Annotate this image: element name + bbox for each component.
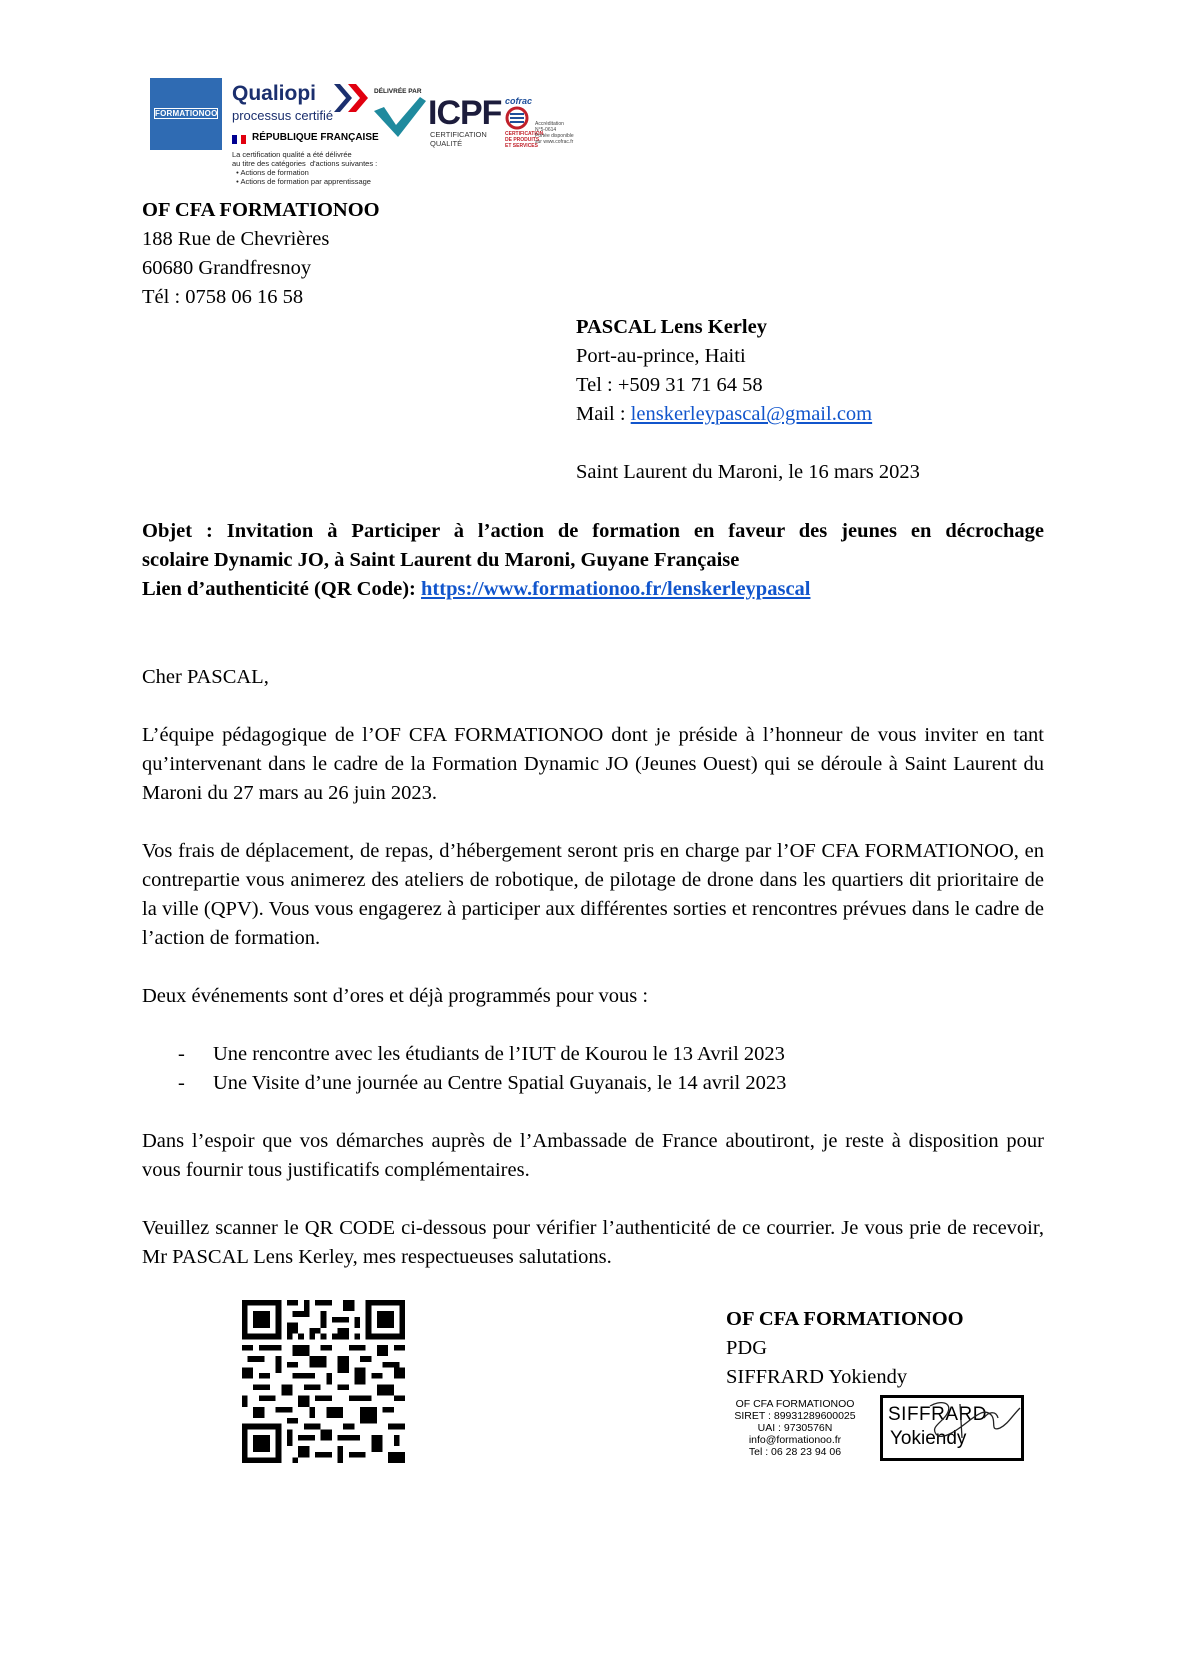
icpf-subtitle: CERTIFICATION QUALITÉ bbox=[430, 130, 487, 148]
signature-title: PDG bbox=[726, 1337, 768, 1359]
signature-box-firstname: Yokiendy bbox=[890, 1428, 967, 1449]
paragraph-events-intro: Deux événements sont d’ores et déjà programmés pour vous : bbox=[142, 985, 649, 1007]
sender-name: OF CFA FORMATIONOO bbox=[142, 199, 380, 221]
accreditation-note: Accréditation N°5-0614 Portée disponible sur www.cofrac.fr bbox=[535, 121, 574, 145]
authenticity-link[interactable]: https://www.formationoo.fr/lenskerleypascal bbox=[421, 578, 811, 600]
delivree-par-label: DÉLIVRÉE PAR bbox=[374, 88, 422, 95]
paragraph-closing: Veuillez scanner le QR CODE ci-dessous pour vérifier l’authenticité de ce courrier. Je vous prie de recevoir, Mr PASCAL Lens Kerley, mes respectueuses salutations. bbox=[142, 1217, 1044, 1268]
recipient-phone: Tel : +509 31 71 64 58 bbox=[576, 374, 763, 396]
formationoo-logo-text: FORMATIONOO bbox=[155, 109, 218, 118]
stamp-org: OF CFA FORMATIONOO bbox=[735, 1398, 855, 1410]
stamp-uai: UAI : 9730576N bbox=[757, 1422, 833, 1434]
stamp-phone: Tel : 06 28 23 94 06 bbox=[748, 1446, 842, 1458]
republique-francaise-flag-icon bbox=[232, 135, 246, 144]
subject-line-2: scolaire Dynamic JO, à Saint Laurent du Maroni, Guyane Française bbox=[142, 549, 740, 571]
recipient-city: Port-au-prince, Haiti bbox=[576, 345, 746, 367]
qualiopi-arrows-icon bbox=[334, 84, 370, 112]
date-line: Saint Laurent du Maroni, le 16 mars 2023 bbox=[576, 461, 920, 483]
icpf-checkmark-icon bbox=[374, 97, 426, 137]
recipient-name: PASCAL Lens Kerley bbox=[576, 316, 767, 338]
event-bullet: - bbox=[178, 1043, 185, 1065]
company-stamp bbox=[718, 1398, 872, 1458]
icpf-logo-text: ICPF bbox=[428, 94, 502, 132]
qualiopi-logo-text: Qualiopi bbox=[232, 82, 316, 105]
cofrac-logo-text: cofrac bbox=[505, 96, 533, 106]
handwritten-signature-icon bbox=[900, 1398, 1025, 1443]
cofrac-subtitle: CERTIFICATION DE PRODUITS ET SERVICES bbox=[505, 131, 544, 149]
authenticity-line bbox=[142, 575, 811, 604]
recipient-mail-label: Mail : bbox=[576, 403, 631, 425]
signature-org: OF CFA FORMATIONOO bbox=[726, 1308, 964, 1330]
qualiopi-subtitle: processus certifié bbox=[232, 108, 334, 123]
paragraph-expenses: Vos frais de déplacement, de repas, d’hébergement seront pris en charge par l’OF CFA FORMATIONOO, en contrepartie vous animerez des ateliers de robotique, de pilotage de drone dans les quartiers dit prioritaire de la ville (QPV). Vous vous engagerez à participer aux différentes sorties et rencontres prévues dans le cadre de l’action de formation. bbox=[142, 840, 1044, 949]
sender-phone: Tél : 0758 06 16 58 bbox=[142, 286, 304, 308]
authenticity-label: Lien d’authenticité (QR Code): bbox=[142, 578, 422, 600]
paragraph-invitation: L’équipe pédagogique de l’OF CFA FORMATIONOO dont je préside à l’honneur de vous inviter en tant qu’intervenant dans le cadre de la Formation Dynamic JO (Jeunes Ouest) qui se déroule à Saint Laurent du Maroni du 27 mars au 26 juin 2023. bbox=[142, 724, 1044, 804]
event-item: Une Visite d’une journée au Centre Spatial Guyanais, le 14 avril 2023 bbox=[213, 1072, 787, 1094]
signature-name: SIFFRARD Yokiendy bbox=[726, 1366, 908, 1388]
stamp-siret: SIRET : 89931289600025 bbox=[734, 1410, 856, 1422]
recipient-mail bbox=[576, 400, 872, 429]
formationoo-logo bbox=[150, 78, 222, 150]
certification-note: La certification qualité a été délivrée au titre des catégories d'actions suivantes : • Actions de formation • Actions de formation par apprentissage bbox=[232, 150, 378, 186]
stamp-email: info@formationoo.fr bbox=[748, 1434, 842, 1446]
event-item: Une rencontre avec les étudiants de l’IUT de Kourou le 13 Avril 2023 bbox=[213, 1043, 785, 1065]
sender-street: 188 Rue de Chevrières bbox=[142, 228, 330, 250]
paragraph-embassy: Dans l’espoir que vos démarches auprès de l’Ambassade de France aboutiront, je reste à disposition pour vous fournir tous justificatifs complémentaires. bbox=[142, 1130, 1044, 1181]
qr-code[interactable] bbox=[242, 1300, 405, 1463]
signature-box-surname: SIFFRARD bbox=[888, 1404, 987, 1425]
recipient-email-link[interactable]: lenskerleypascal@gmail.com bbox=[630, 403, 873, 425]
subject-line-1: Objet : Invitation à Participer à l’action de formation en faveur des jeunes en décrochage bbox=[142, 520, 1044, 542]
cofrac-emblem-icon bbox=[505, 106, 529, 130]
greeting: Cher PASCAL, bbox=[142, 666, 269, 688]
republique-francaise-text: RÉPUBLIQUE FRANÇAISE bbox=[252, 132, 379, 143]
event-bullet: - bbox=[178, 1072, 185, 1094]
sender-city: 60680 Grandfresnoy bbox=[142, 257, 312, 279]
